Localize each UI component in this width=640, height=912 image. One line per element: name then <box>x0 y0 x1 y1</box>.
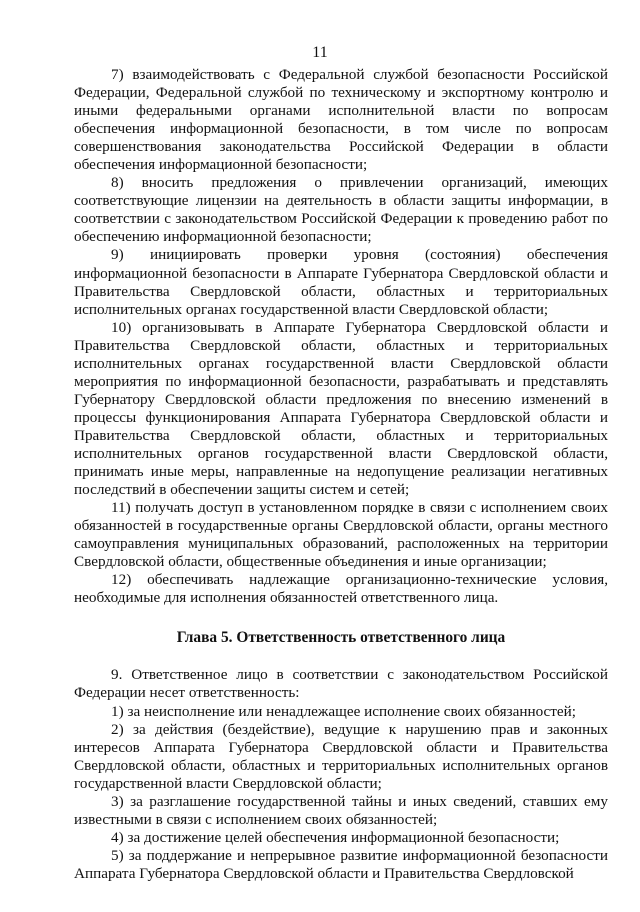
paragraph-item-7: 7) взаимодействовать с Федеральной службой безопасности Российской Федерации, Федеральной службой по техническому и экспортному контролю и иными федеральными органами исполнительной власти по вопросам обеспечения информационной безопасности, в том числе по вопросам совершенствования законодательства Российской Федерации в области обеспечения информационной безопасности; <box>74 66 608 174</box>
paragraph-item-9: 9) инициировать проверки уровня (состояния) обеспечения информационной безопасности в Аппарате Губернатора Свердловской области и Правительства Свердловской области, областных и территориальных исполнительных органах государственной власти Свердловской области; <box>74 246 608 318</box>
paragraph-item-8: 8) вносить предложения о привлечении организаций, имеющих соответствующие лицензии на деятельность в области защиты информации, в соответствии с законодательством Российской Федерации к проведению работ по обеспечению информационной безопасности; <box>74 174 608 246</box>
document-body <box>74 66 608 883</box>
chapter-heading: Глава 5. Ответственность ответственного лица <box>176 629 506 647</box>
paragraph-item-10: 10) организовывать в Аппарате Губернатора Свердловской области и Правительства Свердловской области, областных и территориальных исполнительных органах государственной власти Свердловской области мероприятия по информационной безопасности, разрабатывать и представлять Губернатору Свердловской области предложения по внесению изменений в процессы функционирования Аппарата Губернатора Свердловской области и Правительства Свердловской области, областных и территориальных исполнительных органов государственной власти Свердловской области, принимать иные меры, направленные на недопущение реализации негативных последствий в обеспечении защиты систем и сетей; <box>74 318 608 499</box>
paragraph-responsibility-2: 2) за действия (бездействие), ведущие к нарушению прав и законных интересов Аппарата Губернатора Свердловской области и Правительства Свердловской области, областных и территориальных исполнительных органов государственной власти Свердловской области; <box>74 720 608 792</box>
paragraph-responsibility-4: 4) за достижение целей обеспечения информационной безопасности; <box>111 828 560 846</box>
paragraph-item-11: 11) получать доступ в установленном порядке в связи с исполнением своих обязанностей в государственные органы Свердловской области, органы местного самоуправления муниципальных образований, расположенных на территории Свердловской области, общественные объединения и иные организации; <box>74 499 608 571</box>
paragraph-section-9: 9. Ответственное лицо в соответствии с законодательством Российской Федерации несет ответственность: <box>74 666 608 702</box>
paragraph-responsibility-5: 5) за поддержание и непрерывное развитие информационной безопасности Аппарата Губернатора Свердловской области и Правительства Свердловской <box>74 846 608 882</box>
page-number: 11 <box>312 44 328 61</box>
paragraph-responsibility-1: 1) за неисполнение или ненадлежащее исполнение своих обязанностей; <box>111 702 577 720</box>
paragraph-responsibility-3: 3) за разглашение государственной тайны и иных сведений, ставших ему известными в связи с исполнением своих обязанностей; <box>74 792 608 828</box>
paragraph-item-12: 12) обеспечивать надлежащие организационно-технические условия, необходимые для исполнения обязанностей ответственного лица. <box>74 571 608 607</box>
